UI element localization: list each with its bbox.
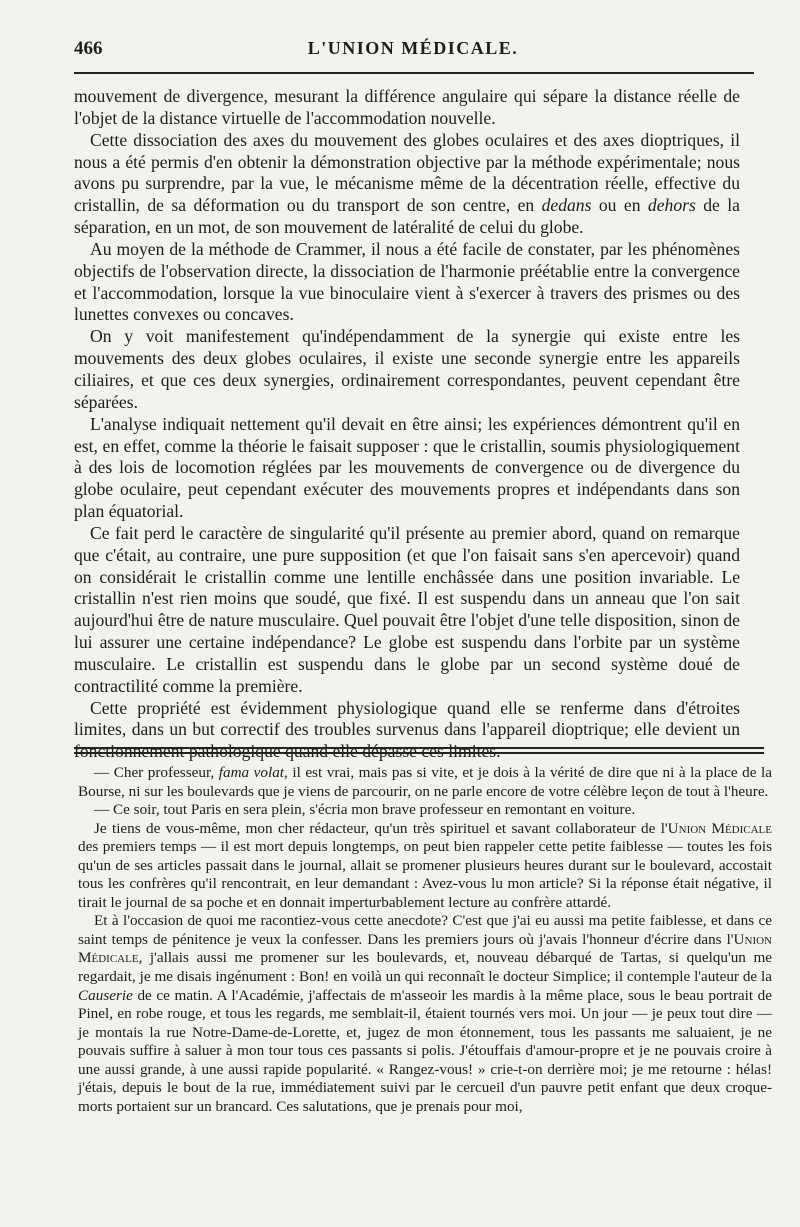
article-paragraph: Au moyen de la méthode de Crammer, il nous a été facile de constater, par les phénomènes objectifs de l'observation directe, la dissociation de l'harmonie préétablie entre la convergence et l'accommodation, lorsque la vue binoculaire vient à s'exercer à travers des prismes ou des lunettes convexes ou concaves. xyxy=(74,238,740,325)
page-header xyxy=(74,38,752,66)
journal-name: Union Médicale xyxy=(78,930,772,967)
text-run: , il est vrai, mais pas si vite, et je dois à la vérité de dire que ni à la place de la Bourse, ni sur les boulevards que je viens de parcourir, on ne parle encore de votre célèbre leçon de tout à l'heure. xyxy=(78,764,773,800)
page-number: 466 xyxy=(74,38,103,59)
feuilleton-paragraph: — Ce soir, tout Paris en sera plein, s'écria mon brave professeur en remontant en voiture. xyxy=(94,801,636,819)
feuilleton-separator xyxy=(74,747,764,754)
text-run: Cette dissociation des axes du mouvement des globes oculaires et des axes dioptriques, il nous a été permis d'en obtenir la démonstration objective par la méthode expérimentale; nous avons pu surprendre, par la vue, le mécanisme même de la décentration réelle, effective du cristallin, de sa déformation ou du transport de son centre, en xyxy=(74,129,740,216)
feuilleton-section xyxy=(78,764,772,1116)
article-paragraph: L'analyse indiquait nettement qu'il devait en être ainsi; les expériences démontrent qu'il en est, en effet, comme la théorie le faisait supposer : que le cristallin, soumis physiologiquement à des lois de locomotion réglées par les mouvements de convergence ou de divergence du globe oculaire, peut cependant exécuter des mouvements propres et indépendants dans son plan équatorial. xyxy=(74,413,740,522)
article-paragraph: mouvement de divergence, mesurant la différence angulaire qui sépare la distance réelle de l'objet de la distance virtuelle de l'accommodation nouvelle. xyxy=(74,86,740,128)
italic-term: dedans xyxy=(541,195,592,216)
italic-term: dehors xyxy=(647,195,696,216)
text-run: des premiers temps — il est mort depuis longtemps, on peut bien rappeler cette petite faiblesse — toutes les fois qu'un de ses articles passait dans le journal, allait se promener plusieurs heures durant sur le boulevard, accostait tous les confrères qu'il rencontrait, en leur demandant : Avez-vous lu mon article? Si la réponse était négative, il tirait le journal de sa poche et en donnait imperturbablement lecture au confrère attardé. xyxy=(78,838,772,911)
text-run: de la séparation, en un mot, de son mouvement de latéralité de celui du globe. xyxy=(74,195,740,238)
article-paragraph xyxy=(74,130,740,239)
italic-phrase: fama volat xyxy=(218,764,285,781)
text-run: , j'allais aussi me promener sur les boulevards, et, nouveau débarqué de Tartas, si quelqu'un me regardait, je me disais ingénument : Bon! en voilà un qui reconnaît le docteur Simplice; il contemple l'auteur de la xyxy=(78,949,772,986)
journal-name: Union Médicale xyxy=(667,819,772,837)
italic-title: Causerie xyxy=(78,986,133,1004)
article-paragraph: On y voit manifestement qu'indépendamment de la synergie qui existe entre les mouvements des deux globes oculaires, il existe une seconde synergie entre les appareils ciliaires, et que ces deux synergies, ordinairement correspondantes, peuvent cependant être séparées. xyxy=(74,326,740,412)
text-run: ou en xyxy=(591,195,648,216)
text-run: Je tiens de vous-même, mon cher rédacteur, qu'un très spirituel et savant collaborateur de l' xyxy=(94,819,668,837)
feuilleton-paragraph xyxy=(78,912,772,1116)
header-rule xyxy=(74,72,754,74)
running-title: L'UNION MÉDICALE. xyxy=(307,38,519,58)
feuilleton-paragraph xyxy=(78,764,772,801)
text-run: — Cher professeur, xyxy=(94,764,219,781)
text-run: de ce matin. A l'Académie, j'affectais de m'asseoir les mardis à la même place, sous le beau portrait de Pinel, en robe rouge, et tous les regards, me semblait-il, étaient tournés vers moi. Un jour — je peux tout dire — je montais la rue Notre-Dame-de-Lorette, et, jugez de mon étonnement, tous les passants me saluaient, je ne pouvais suffire à saluer à mon tour tous ces passants si polis. J'étouffais d'amour-propre et je ne pouvais croire à une aussi grande, à une aussi rapide popularité. « Rangez-vous! » crie-t-on derrière moi; je me retourne : hélas! j'étais, depuis le bout de la rue, immédiatement suivi par le cercueil d'un pauvre petit enfant que deux croque-morts portaient sur un brancard. Ces salutations, que je prenais pour moi, xyxy=(78,986,772,1115)
article-paragraph: Ce fait perd le caractère de singularité qu'il présente au premier abord, quand on remarque que c'était, au contraire, une pure supposition (et que l'on faisait sans s'en apercevoir) quand on considérait le cristallin comme une lentille enchâssée dans une position invariable. Le cristallin n'est rien moins que soudé, que fixé. Il est suspendu dans un anneau que l'on sait aujourd'hui être de nature musculaire. Quel pouvait être l'objet d'une telle disposition, sinon de lui assurer une certaine indépendance? Le globe est suspendu dans l'orbite par un système musculaire. Le cristallin est suspendu dans le globe par un second système doué de contractilité comme la première. xyxy=(74,522,740,696)
main-article xyxy=(74,86,740,763)
text-run: Et à l'occasion de quoi me racontiez-vous cette anecdote? C'est que j'ai eu aussi ma petite faiblesse, et dans ce saint temps de pénitence je veux la confesser. Dans les premiers jours où j'avais l'honneur d'écrire dans l' xyxy=(78,912,772,948)
article-paragraph: Cette propriété est évidemment physiologique quand elle se renferme dans d'étroites limites, dans un but correctif des troubles survenus dans l'appareil dioptrique; elle devient un fonctionnement pathologique quand elle dépasse ces limites. xyxy=(74,697,740,762)
feuilleton-paragraph xyxy=(78,820,772,913)
